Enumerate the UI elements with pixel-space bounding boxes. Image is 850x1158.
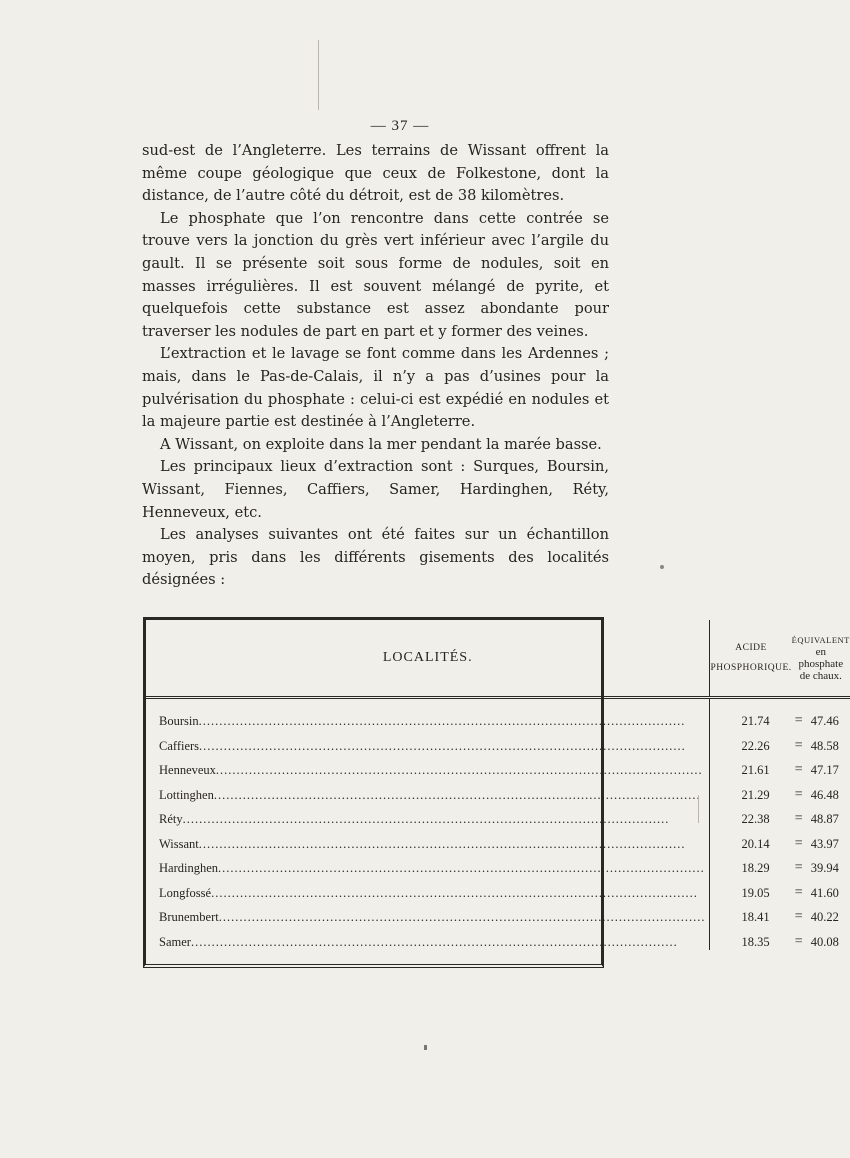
header-equiv-line3: phosphate	[798, 658, 844, 670]
cell-equivalent: 48.58	[810, 738, 839, 753]
localite-name: Lottinghen	[159, 787, 214, 802]
table-row	[146, 827, 850, 852]
dot-leader	[219, 910, 706, 925]
cell-acide: 21.29	[741, 787, 770, 802]
table-row	[146, 925, 850, 950]
cell-equivalent: 47.46	[810, 714, 839, 728]
scan-mark	[698, 795, 699, 823]
cell-acide: 18.35	[741, 934, 770, 949]
equals-sign: =	[794, 786, 803, 802]
cell-acide: 20.14	[741, 836, 770, 851]
equals-sign: =	[794, 835, 803, 851]
table-row	[146, 901, 850, 926]
table-row	[146, 803, 850, 828]
dot-leader	[199, 739, 705, 754]
paragraph: Le phosphate que l’on rencontre dans cette contrée se trouve vers la jonction du grès vert inférieur avec l’argile du gault. Il se présente soit sous forme de nodules, soit en masses irrégulières. Il est souvent mélangé de pyrite, et quelquefois cette substance est assez abondante pour traverser les nodules de part en part et y former des veines.	[142, 209, 609, 340]
localite-name: Samer	[159, 934, 191, 949]
equals-sign: =	[794, 713, 803, 728]
localite-name: Boursin	[159, 714, 199, 728]
body-text	[142, 140, 609, 592]
cell-equivalent: 43.97	[810, 836, 839, 851]
dot-leader	[183, 812, 706, 827]
cell-acide: 22.38	[741, 812, 770, 826]
cell-acide: 22.26	[741, 738, 770, 753]
table-row	[146, 729, 850, 754]
cell-localite	[146, 827, 710, 852]
cell-acide: 21.61	[741, 763, 770, 777]
cell-equivalent: 47.17	[810, 763, 839, 777]
header-equivalent	[792, 620, 850, 698]
header-equiv-line4: de chaux.	[799, 670, 842, 682]
localite-name: Caffiers	[159, 738, 200, 753]
dot-leader	[214, 788, 706, 803]
header-localites: LOCALITÉS.	[146, 620, 710, 698]
scan-mark	[660, 565, 664, 569]
dot-leader	[191, 935, 706, 950]
header-equiv-line2: en	[815, 646, 826, 658]
cell-acide: 18.29	[741, 861, 770, 875]
dot-leader	[218, 861, 705, 876]
cell-localite	[146, 852, 710, 877]
equals-sign: =	[794, 860, 803, 875]
cell-equivalent: 39.94	[810, 861, 839, 875]
table-header-row	[146, 620, 850, 698]
equals-sign: =	[794, 884, 803, 900]
dot-leader	[199, 837, 706, 852]
dot-leader	[199, 714, 706, 729]
table-row	[146, 852, 850, 877]
cell-localite	[146, 803, 710, 828]
localite-name: Henneveux	[159, 763, 216, 777]
header-acide-line1: ACIDE	[735, 643, 767, 653]
cell-equivalent: 41.60	[810, 885, 839, 900]
header-acide-line2: PHOSPHORIQUE.	[710, 663, 792, 673]
cell-equivalent: 48.87	[810, 812, 839, 826]
paragraph: L’extraction et le lavage se font comme dans les Ardennes ; mais, dans le Pas-de-Calais, il n’y a pas d’usines pour la pulvérisation du phosphate : celui-ci est expédié en nodules et la majeure partie est destinée à l’Angleterre.	[142, 345, 609, 431]
equals-sign: =	[794, 909, 803, 924]
localite-name: Brunembert	[159, 910, 219, 924]
cell-localite	[146, 698, 710, 730]
localite-name: Hardinghen	[159, 861, 219, 875]
cell-acide: 18.41	[741, 910, 770, 924]
paragraph: A Wissant, on exploite dans la mer pendant la marée basse.	[160, 435, 602, 453]
localite-name: Longfossé	[159, 885, 212, 900]
analysis-table-grid	[146, 620, 850, 950]
dot-leader	[211, 886, 705, 901]
paragraph: Les principaux lieux d’extraction sont : Surques, Boursin, Wissant, Fiennes, Caffiers, Samer, Hardinghen, Réty, Henneveux, etc.	[142, 458, 609, 521]
table-row	[146, 698, 850, 730]
scan-mark	[424, 1045, 427, 1050]
cell-localite	[146, 778, 710, 803]
cell-localite	[146, 901, 710, 926]
cell-equivalent: 40.08	[810, 934, 839, 949]
header-equiv-line1: ÉQUIVALENT	[791, 635, 850, 645]
equals-sign: =	[794, 762, 803, 777]
cell-localite	[146, 754, 710, 779]
table-row	[146, 778, 850, 803]
localite-name: Réty	[159, 812, 183, 826]
paragraph: sud-est de l’Angleterre. Les terrains de Wissant offrent la même coupe géologique que ceux de Folkestone, dont la distance, de l’autre côté du détroit, est de 38 kilomètres.	[142, 142, 609, 205]
equals-sign: =	[794, 811, 803, 826]
equals-sign: =	[794, 737, 803, 753]
table-row	[146, 876, 850, 901]
cell-equivalent: 40.22	[810, 910, 839, 924]
cell-localite	[146, 729, 710, 754]
analysis-table	[143, 617, 850, 968]
equals-sign: =	[794, 933, 803, 949]
paragraph: Les analyses suivantes ont été faites sur un échantillon moyen, pris dans les différents gisements des localités désignées :	[142, 526, 609, 589]
localite-name: Wissant	[159, 836, 199, 851]
page-number: — 37 —	[370, 118, 430, 134]
header-acide	[710, 620, 792, 698]
table-row	[146, 754, 850, 779]
cell-localite	[146, 876, 710, 901]
scan-mark	[318, 40, 319, 110]
dot-leader	[216, 763, 706, 778]
cell-equivalent: 46.48	[810, 787, 839, 802]
cell-localite	[146, 925, 710, 950]
cell-acide: 21.74	[741, 714, 770, 728]
cell-acide: 19.05	[741, 885, 770, 900]
